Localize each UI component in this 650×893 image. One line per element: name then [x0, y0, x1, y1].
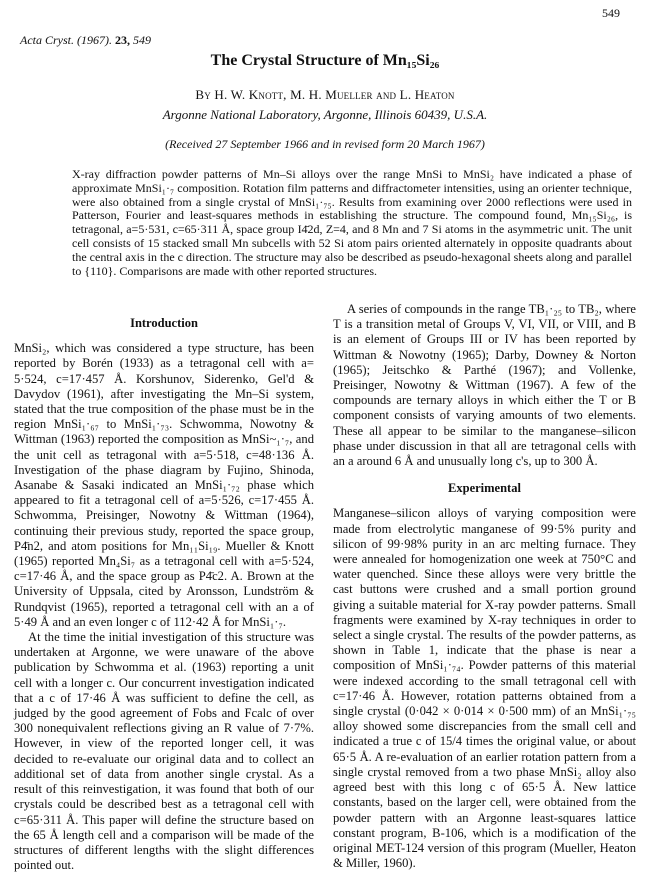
journal-citation: [20, 33, 151, 48]
intro-paragraph-1: MnSi₂, which was considered a type structure, has been reported by Borén (1933) as a tetragonal cell with a= 5·524, c=17·457 Å. Korshunov, Siderenko, Gel'd & Davydov (1961), after investigating the Mn–Si system, stated that the true composition of the phase must be in the region MnSi₁·₆₇ to MnSi₁·₇₃. Schwomma, Nowotny & Wittman (1963) reported the composition as MnSi~₁·₇, and the unit cell as tetragonal with a=5·518, c=48·136 Å. Investigation of the phase diagram by Fujino, Shinoda, Asanabe & Sasaki indicated an MnSi₁·₇₂ phase which appeared to fit a tetragonal cell of a=5·526, c=17·455 Å. Schwomma, Preisinger, Nowotny & Wittman (1964), continuing their previous study, reported the space group, P4̄n2, and atom positions for Mn₁₁Si₁₉. Mueller & Knott (1965) reported Mn₄Si₇ as a tetragonal cell with a=5·524, c=17·46 Å, and the space group as P4̄c2. A. Brown at the University of Uppsala, cited by Aronsson, Lundström & Rundqvist (1965), reported a tetragonal cell with an a of 5·49 Å and an even longer c of 112·42 Å for MnSi₁·₇.: [14, 341, 314, 629]
received-dates: (Received 27 September 1966 and in revised form 20 March 1967): [165, 137, 485, 151]
journal-name: Acta Cryst.: [20, 33, 74, 47]
abstract: X-ray diffraction powder patterns of Mn–Si alloys over the range MnSi to MnSi₂ have indicated a phase of approximate MnSi₁·₇ composition. Rotation film patterns and diffractometer intensities, using an orienter technique, were also obtained from a single crystal of MnSi₁·₇₅. Results from examining over 2000 reflections were used in Patterson, Fourier and least-squares methods in establishing the structure. The compound found, Mn₁₅Si₂₆, is tetragonal, a=5·531, c=65·311 Å, space group I4̄2d, Z=4, and 8 Mn and 7 Si atoms in the asymmetric unit. The unit cell consists of 15 stacked small Mn subcells with 52 Si atom pairs oriented alternately in opposite quadrants about the central axis in the c direction. The structure may also be described as pseudo-hexagonal sheets along and parallel to {110}. Comparisons are made with other reported structures.: [72, 167, 632, 278]
page-number: 549: [602, 6, 620, 20]
intro-paragraph-3: A series of compounds in the range TB₁·₂₅ to TB₂, where T is a transition metal of Groups V, VI, VII, or VIII, and B is an element of Groups III or IV has been reported by Wittman & Nowotny (1965); Darby, Downey & Norton (1965); Jeitschko & Parthé (1967); and Vollenke, Preisinger, Nowotny & Wittman (1967). A few of the compounds are ternary alloys in which either the T or B component consists of varying amounts of two elements. These all appear to be similar to the manganese–silicon phase under discussion in that all are tetragonal cells with an a around 6 Å and unusually long c's, up to 300 Å.: [333, 302, 636, 469]
intro-paragraph-2: At the time the initial investigation of this structure was undertaken at Argonne, we were unaware of the above publication by Schwomma et al. (1963) reporting a unit cell with a longer c. Our concurrent investigation indicated that a c of 17·46 Å was sufficient to define the cell, as judged by the good agreement of Fobs and Fcalc of over 300 nonequivalent reflections giving an R value of 7·7%. However, in view of the reported longer cell, it was decided to re-evaluate our original data and to collect an additional set of data from another single crystal. As a result of this reinvestigation, it was found that both of our crystals could be described best as a tetragonal cell with c=65·311 Å. This paper will define the structure based on the 65 Å length cell and a comparison will be made of the structures of different lengths with the slight differences pointed out.: [14, 630, 314, 873]
affiliation: Argonne National Laboratory, Argonne, Illinois 60439, U.S.A.: [162, 107, 488, 122]
experimental-paragraph-1: Manganese–silicon alloys of varying composition were made from electrolytic manganese of 99·5% purity and silicon of 99·98% purity in an arc melting furnace. They were annealed for homogenization one week at 750°C and water quenched. Since these alloys were very brittle the cast buttons were crushed and a small portion ground giving a suitable material for X-ray powder patterns. Small fragments were examined by X-ray techniques in order to select a single crystal. The results of the powder patterns, as shown in Table 1, indicate that the phase is near a composition of MnSi₁·₇₄. Powder patterns of this material were indexed according to the small tetragonal cell with c=17·46 Å. However, rotation patterns obtained from a single crystal (0·042 × 0·014 × 0·500 mm) of an MnSi₁·₇₅ alloy showed some discrepancies from the small cell and indicated a true c of 15/4 times the original value, or about 65·5 Å. A re-evaluation of an earlier rotation pattern from a single crystal removed from a two phase MnSi₂ alloy also agreed best with this long c of 65·5 Å. New lattice constants, based on the larger cell, were obtained from the powder pattern with an Argonne least-squares lattice constant program, B-106, which is a modification of the original MET-124 version of this program (Mueller, Heaton & Miller, 1960).: [333, 506, 636, 871]
journal-page: 549: [133, 33, 151, 47]
right-column: [333, 302, 636, 871]
journal-year: (1967).: [77, 33, 112, 47]
left-column: [14, 302, 314, 873]
journal-volume: 23,: [115, 33, 130, 47]
section-heading-experimental: Experimental: [448, 481, 521, 496]
section-heading-introduction: Introduction: [130, 316, 198, 330]
authors: By H. W. Knott, M. H. Mueller and L. Heaton: [195, 87, 455, 102]
paper-title: The Crystal Structure of Mn₁₅Si₂₆: [210, 52, 440, 69]
